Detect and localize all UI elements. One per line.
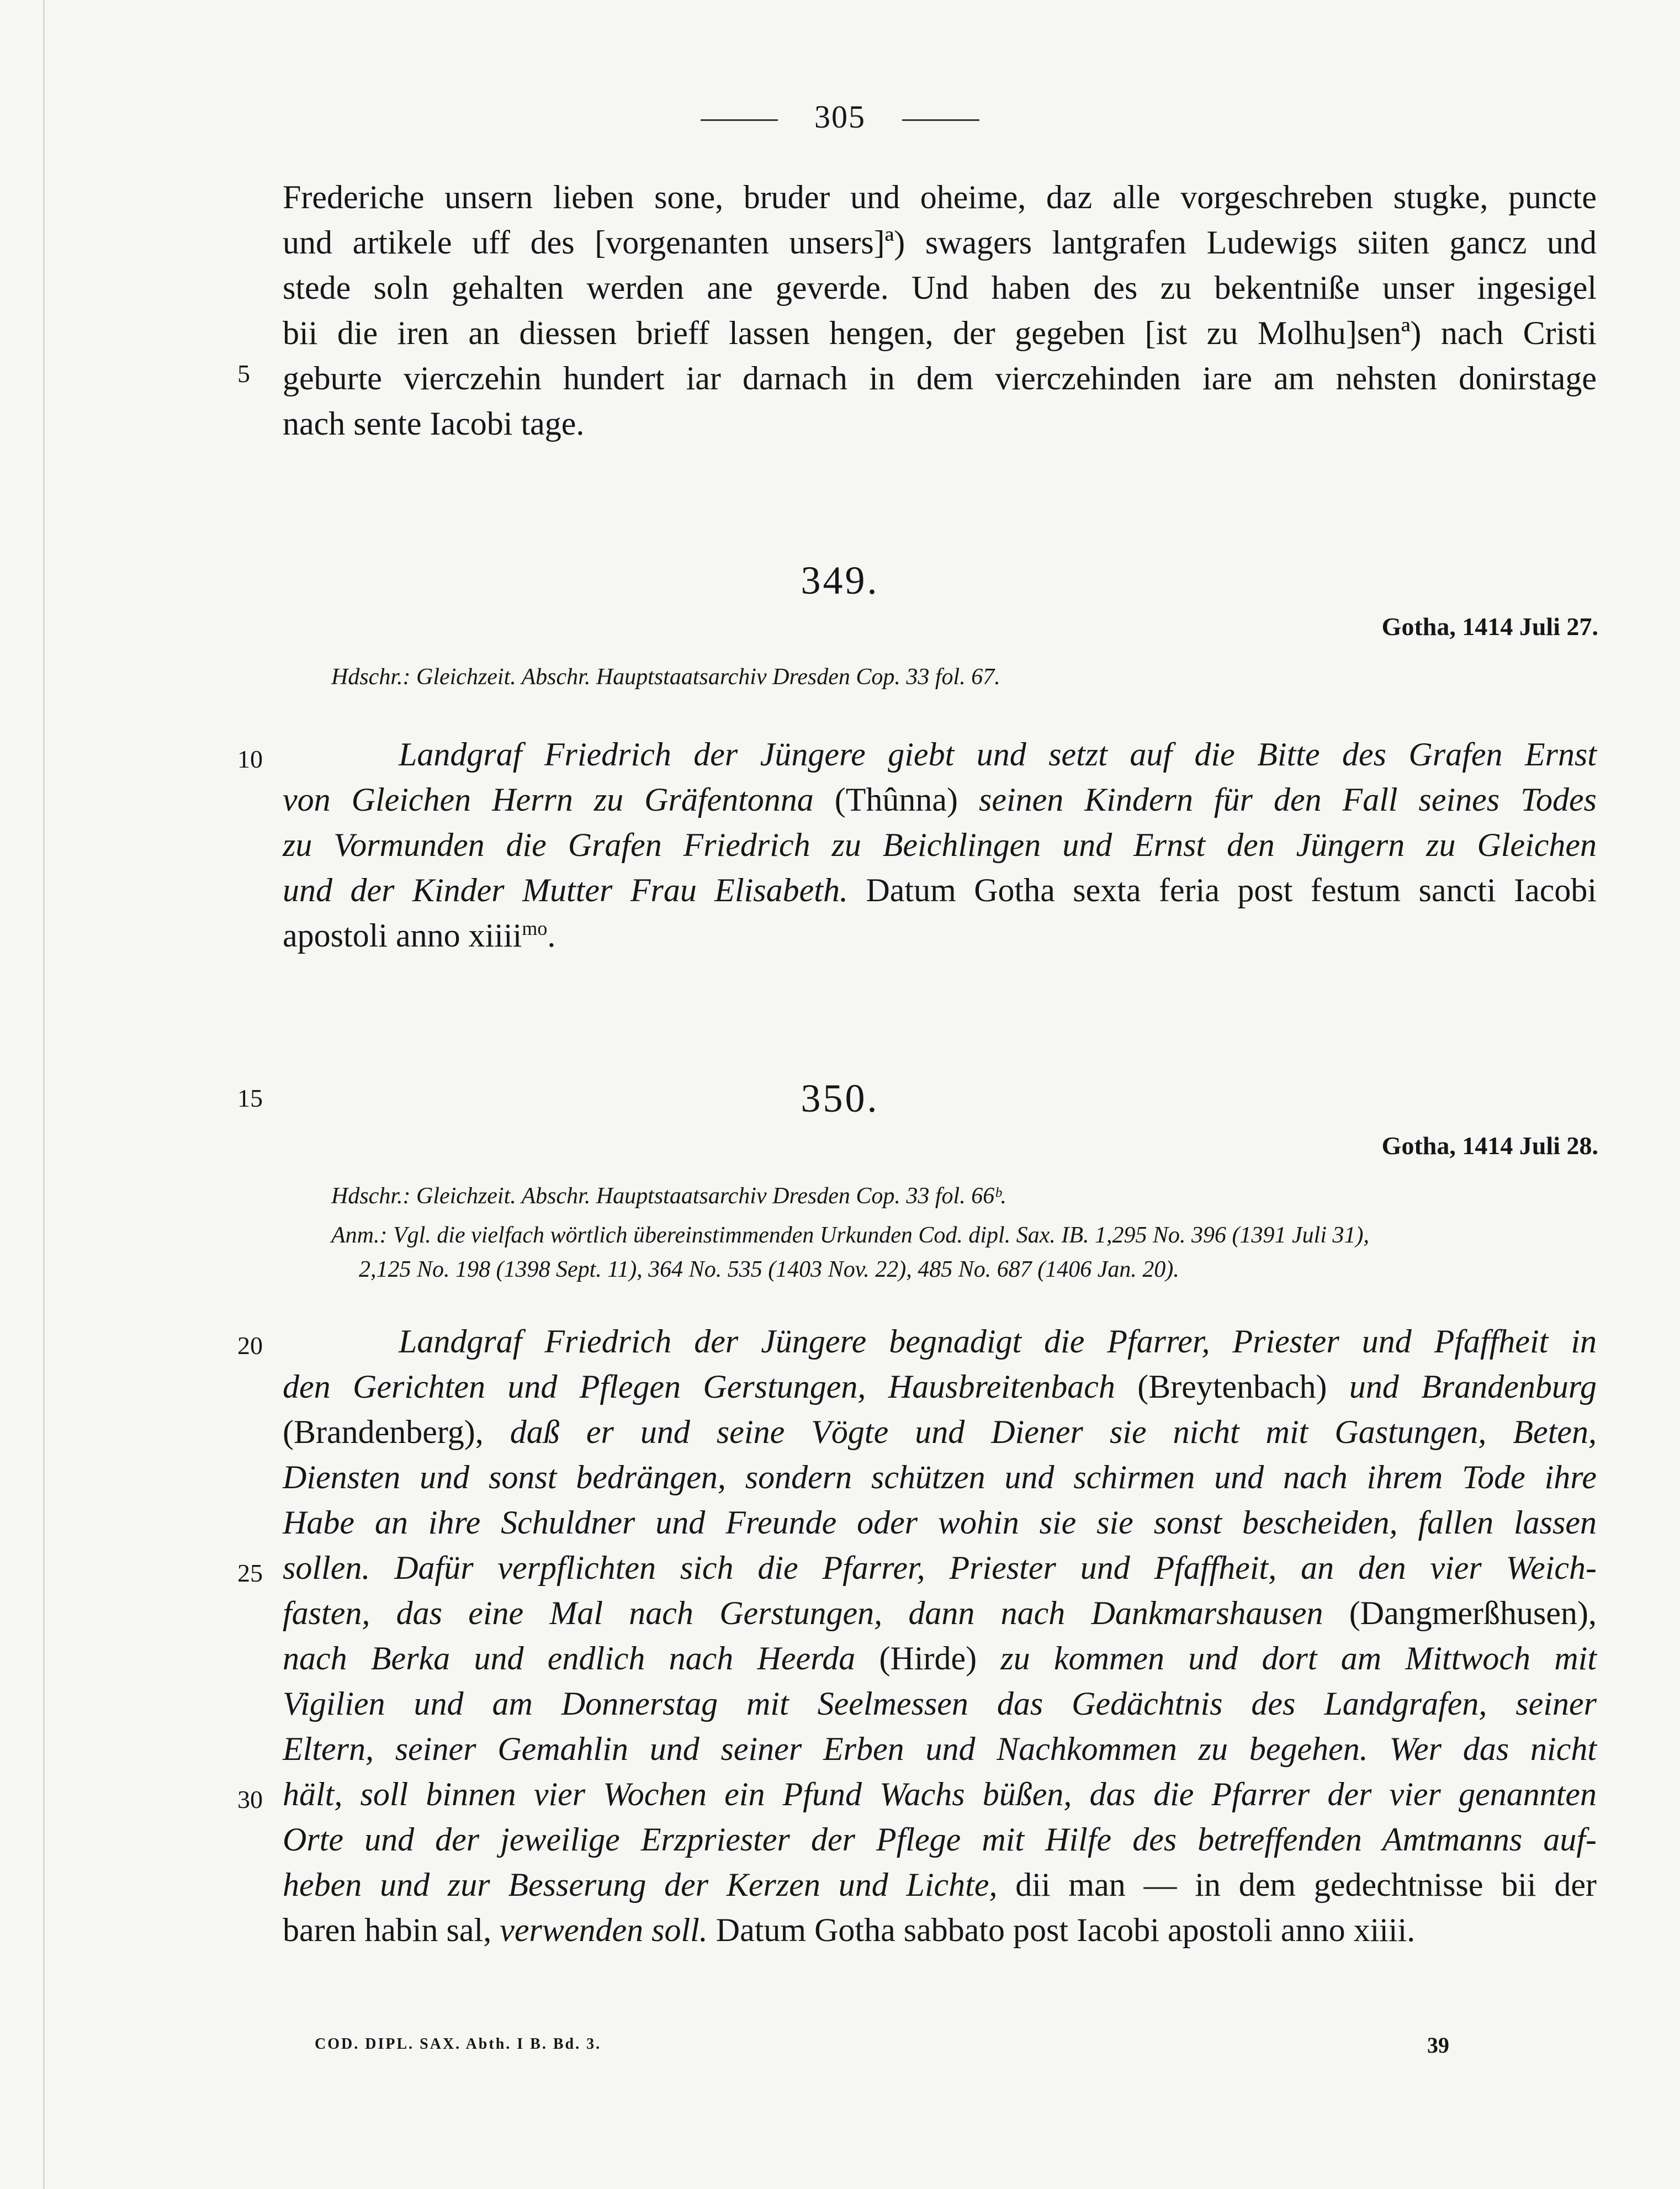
doc-350-annotation: Anm.: Vgl. die vielfach wörtlich übereinstimmenden Urkunden Cod. dipl. Sax. IB. 1,295 No. 396 (1391 Juli 31), bbox=[331, 1223, 1369, 1248]
doc-349-number: 349. bbox=[801, 558, 879, 602]
text-line: Frederiche unsern lieben sone, bruder und oheime, daz alle vorgeschreben stugke, puncte bbox=[283, 179, 1597, 215]
text-line: Eltern, seiner Gemahlin und seiner Erben und Nachkommen zu begehen. Wer das nicht bbox=[283, 1731, 1597, 1767]
text-line: Diensten und sonst bedrängen, sondern schützen und schirmen und nach ihrem Tode ihre bbox=[283, 1459, 1597, 1495]
text-line: und der Kinder Mutter Frau Elisabeth. Datum Gotha sexta feria post festum sancti Iacobi bbox=[283, 872, 1597, 908]
text-line: bii die iren an diessen brieff lassen hengen, der gegeben [ist zu Molhu]senª) nach Cristi bbox=[283, 315, 1597, 351]
text-line: sollen. Dafür verpflichten sich die Pfarrer, Priester und Pfaffheit, an den vier Weich- bbox=[283, 1550, 1597, 1586]
text-line: stede soln gehalten werden ane geverde. Und haben des zu bekentniße unser ingesigel bbox=[283, 269, 1597, 306]
text-line: baren habin sal, verwenden soll. Datum Gotha sabbato post Iacobi apostoli anno xiiii. bbox=[283, 1912, 1416, 1948]
text-line: den Gerichten und Pflegen Gerstungen, Hausbreitenbach (Breytenbach) und Brandenburg bbox=[283, 1368, 1597, 1405]
text-line: (Brandenberg), daß er und seine Vögte und Diener sie nicht mit Gastungen, Beten, bbox=[283, 1414, 1597, 1450]
text-line: Landgraf Friedrich der Jüngere giebt und setzt auf die Bitte des Grafen Ernst bbox=[399, 736, 1597, 773]
header-dash-right bbox=[902, 119, 979, 121]
page-header bbox=[0, 98, 1680, 135]
continuation-text bbox=[283, 175, 1597, 446]
text-line: hält, soll binnen vier Wochen ein Pfund Wachs büßen, das die Pfarrer der vier genannten bbox=[283, 1776, 1597, 1812]
text-line: Landgraf Friedrich der Jüngere begnadigt die Pfarrer, Priester und Pfaffheit in bbox=[399, 1323, 1597, 1360]
text-line: heben und zur Besserung der Kerzen und Lichte, dii man — in dem gedechtnisse bii der bbox=[283, 1867, 1597, 1903]
doc-349-regest bbox=[283, 732, 1597, 958]
line-number-20: 20 bbox=[237, 1331, 263, 1360]
doc-350-number: 350. bbox=[801, 1076, 879, 1120]
doc-349-date: Gotha, 1414 Juli 27. bbox=[1381, 612, 1598, 641]
text-line: nach sente Iacobi tage. bbox=[283, 405, 585, 442]
text-line: zu Vormunden die Grafen Friedrich zu Beichlingen und Ernst den Jüngern zu Gleichen bbox=[283, 827, 1597, 863]
line-number-10: 10 bbox=[237, 745, 263, 773]
line-number-30: 30 bbox=[237, 1785, 263, 1813]
text-line: apostoli anno xiiii$^{mo}$. bbox=[283, 917, 556, 954]
line-number-5: 5 bbox=[237, 359, 250, 388]
line-number-15: 15 bbox=[237, 1084, 263, 1112]
text-line: Orte und der jeweilige Erzpriester der Pflege mit Hilfe des betreffenden Amtmanns auf- bbox=[283, 1821, 1597, 1858]
footer-sheet-number: 39 bbox=[1427, 2033, 1449, 2058]
text-line: Vigilien und am Donnerstag mit Seelmessen das Gedächtnis des Landgrafen, seiner bbox=[283, 1685, 1597, 1722]
text-line: nach Berka und endlich nach Heerda (Hirde) zu kommen und dort am Mittwoch mit bbox=[283, 1640, 1597, 1677]
doc-350-source: Hdschr.: Gleichzeit. Abschr. Hauptstaatsarchiv Dresden Cop. 33 fol. 66ᵇ. bbox=[331, 1183, 1007, 1209]
doc-349-source: Hdschr.: Gleichzeit. Abschr. Hauptstaatsarchiv Dresden Cop. 33 fol. 67. bbox=[331, 664, 1000, 690]
doc-350-date: Gotha, 1414 Juli 28. bbox=[1381, 1131, 1598, 1160]
text-line: und artikele uff des [vorgenanten unsers]ª) swagers lantgrafen Ludewigs siiten gancz und bbox=[283, 224, 1597, 261]
doc-350-annotation: 2,125 No. 198 (1398 Sept. 11), 364 No. 535 (1403 Nov. 22), 485 No. 687 (1406 Jan. 20). bbox=[359, 1257, 1179, 1282]
text-line: geburte vierczehin hundert iar darnach in dem vierczehinden iare am nehsten donirstage bbox=[283, 360, 1597, 396]
page-number: 305 bbox=[814, 99, 866, 135]
text-line: fasten, das eine Mal nach Gerstungen, dann nach Dankmarshausen (Dangmerßhusen), bbox=[283, 1595, 1597, 1631]
line-number-25: 25 bbox=[237, 1559, 263, 1587]
doc-350-regest bbox=[283, 1319, 1597, 1953]
footer-edition: COD. DIPL. SAX. Abth. I B. Bd. 3. bbox=[315, 2035, 602, 2053]
text-line: von Gleichen Herrn zu Gräfentonna (Thûnna) seinen Kindern für den Fall seines Todes bbox=[283, 781, 1597, 818]
text-line: Habe an ihre Schuldner und Freunde oder wohin sie sie sonst bescheiden, fallen lassen bbox=[283, 1504, 1597, 1541]
header-dash-left bbox=[701, 119, 778, 121]
